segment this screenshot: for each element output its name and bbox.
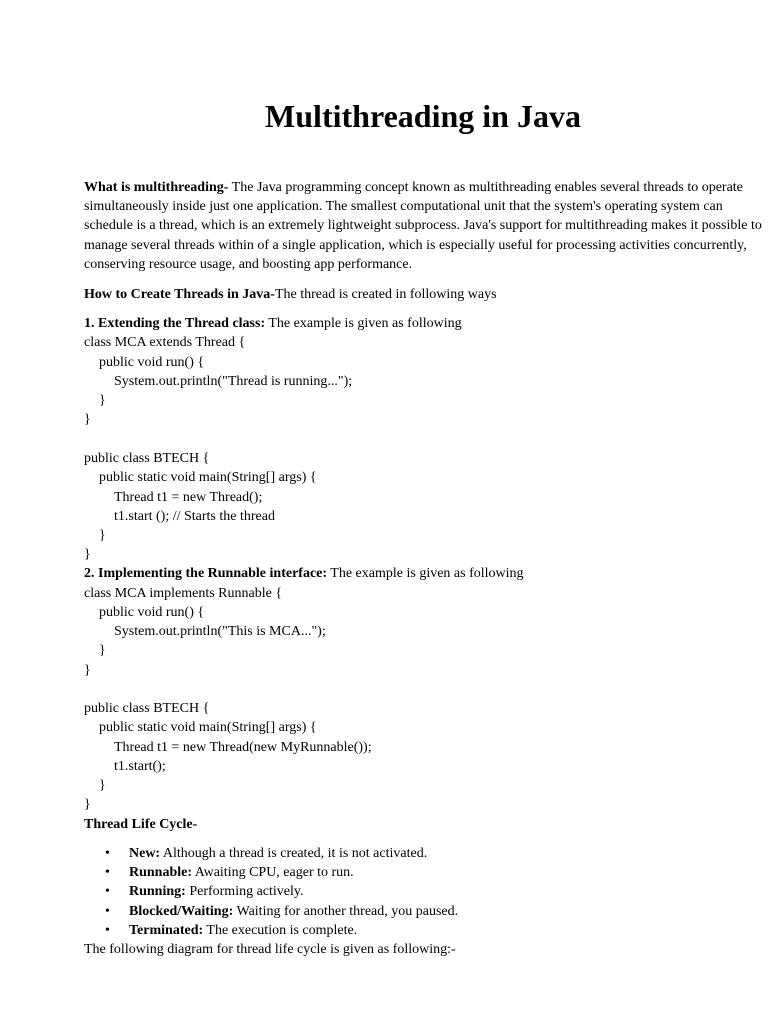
page-title: Multithreading in Java (265, 98, 581, 134)
code-line: public static void main(String[] args) { (99, 470, 317, 485)
code-line: Thread t1 = new Thread(new MyRunnable()); (114, 740, 372, 755)
code-line: } (84, 797, 91, 812)
intro-paragraph (84, 178, 764, 274)
intro-label: What is multithreading- (84, 180, 229, 195)
code-line: } (99, 643, 106, 658)
list-item-term: Runnable: (129, 865, 193, 881)
code-line: class MCA implements Runnable { (84, 586, 283, 601)
code-line: } (99, 393, 106, 408)
code-line: Thread t1 = new Thread(); (114, 490, 263, 505)
list-item (84, 863, 458, 882)
list-item (84, 921, 458, 940)
code-line: public void run() { (99, 605, 205, 620)
create-text: The thread is created in following ways (274, 287, 497, 302)
bullet-icon: • (105, 846, 110, 861)
create-label: How to Create Threads in Java- (84, 287, 275, 302)
method1-text: The example is given as following (265, 316, 462, 331)
bullet-icon: • (105, 884, 110, 900)
list-item-term: New: (129, 846, 161, 861)
code-line: System.out.println("This is MCA..."); (114, 624, 326, 639)
intro-text: The Java programming concept known as multithreading enables several threads to operate simultaneously inside just one application. The smallest computational unit that the system's operating system can schedule is a thread, which is an extremely lightweight subprocess. Java's support for multithreading makes it possible to manage several threads within of a single application, which is especially useful for processing activities concurrently, conserving resource usage, and boosting app performance. (84, 180, 762, 272)
list-item-desc: Although a thread is created, it is not activated. (160, 846, 428, 861)
code-line: } (99, 528, 106, 543)
bullet-icon: • (105, 922, 110, 938)
list-item-desc: Performing actively. (185, 884, 304, 900)
method1-label: 1. Extending the Thread class: (84, 316, 266, 331)
code-line: System.out.println("Thread is running..."); (114, 374, 353, 389)
bullet-icon: • (105, 903, 110, 919)
lifecycle-list (84, 844, 458, 940)
list-item-term: Blocked/Waiting: (129, 903, 234, 919)
list-item-desc: Awaiting CPU, eager to run. (192, 865, 354, 881)
code-line: public class BTECH { (84, 701, 210, 716)
method1-heading (84, 314, 462, 333)
method2-text: The example is given as following (327, 566, 524, 581)
code-line: public class BTECH { (84, 451, 210, 466)
code-line: t1.start(); (114, 759, 166, 774)
list-item-desc: The execution is complete. (203, 922, 358, 938)
method2-heading (84, 564, 524, 583)
method2-label: 2. Implementing the Runnable interface: (84, 566, 328, 581)
list-item-term: Running: (129, 884, 186, 900)
list-item (84, 844, 458, 863)
code-line: } (99, 778, 106, 793)
closing-text: The following diagram for thread life cycle is given as following:- (84, 942, 456, 957)
code-line: t1.start (); // Starts the thread (114, 509, 275, 524)
code-line: } (84, 663, 91, 678)
code-line: class MCA extends Thread { (84, 335, 246, 350)
code-line: } (84, 547, 91, 562)
list-item-desc: Waiting for another thread, you paused. (233, 903, 459, 919)
list-item (84, 902, 458, 921)
bullet-icon: • (105, 865, 110, 881)
lifecycle-heading: Thread Life Cycle- (84, 817, 198, 832)
create-paragraph (84, 285, 764, 304)
code-line: } (84, 412, 91, 427)
list-item-term: Terminated: (129, 922, 204, 938)
code-line: public static void main(String[] args) { (99, 720, 317, 735)
list-item (84, 882, 458, 901)
code-line: public void run() { (99, 355, 205, 370)
